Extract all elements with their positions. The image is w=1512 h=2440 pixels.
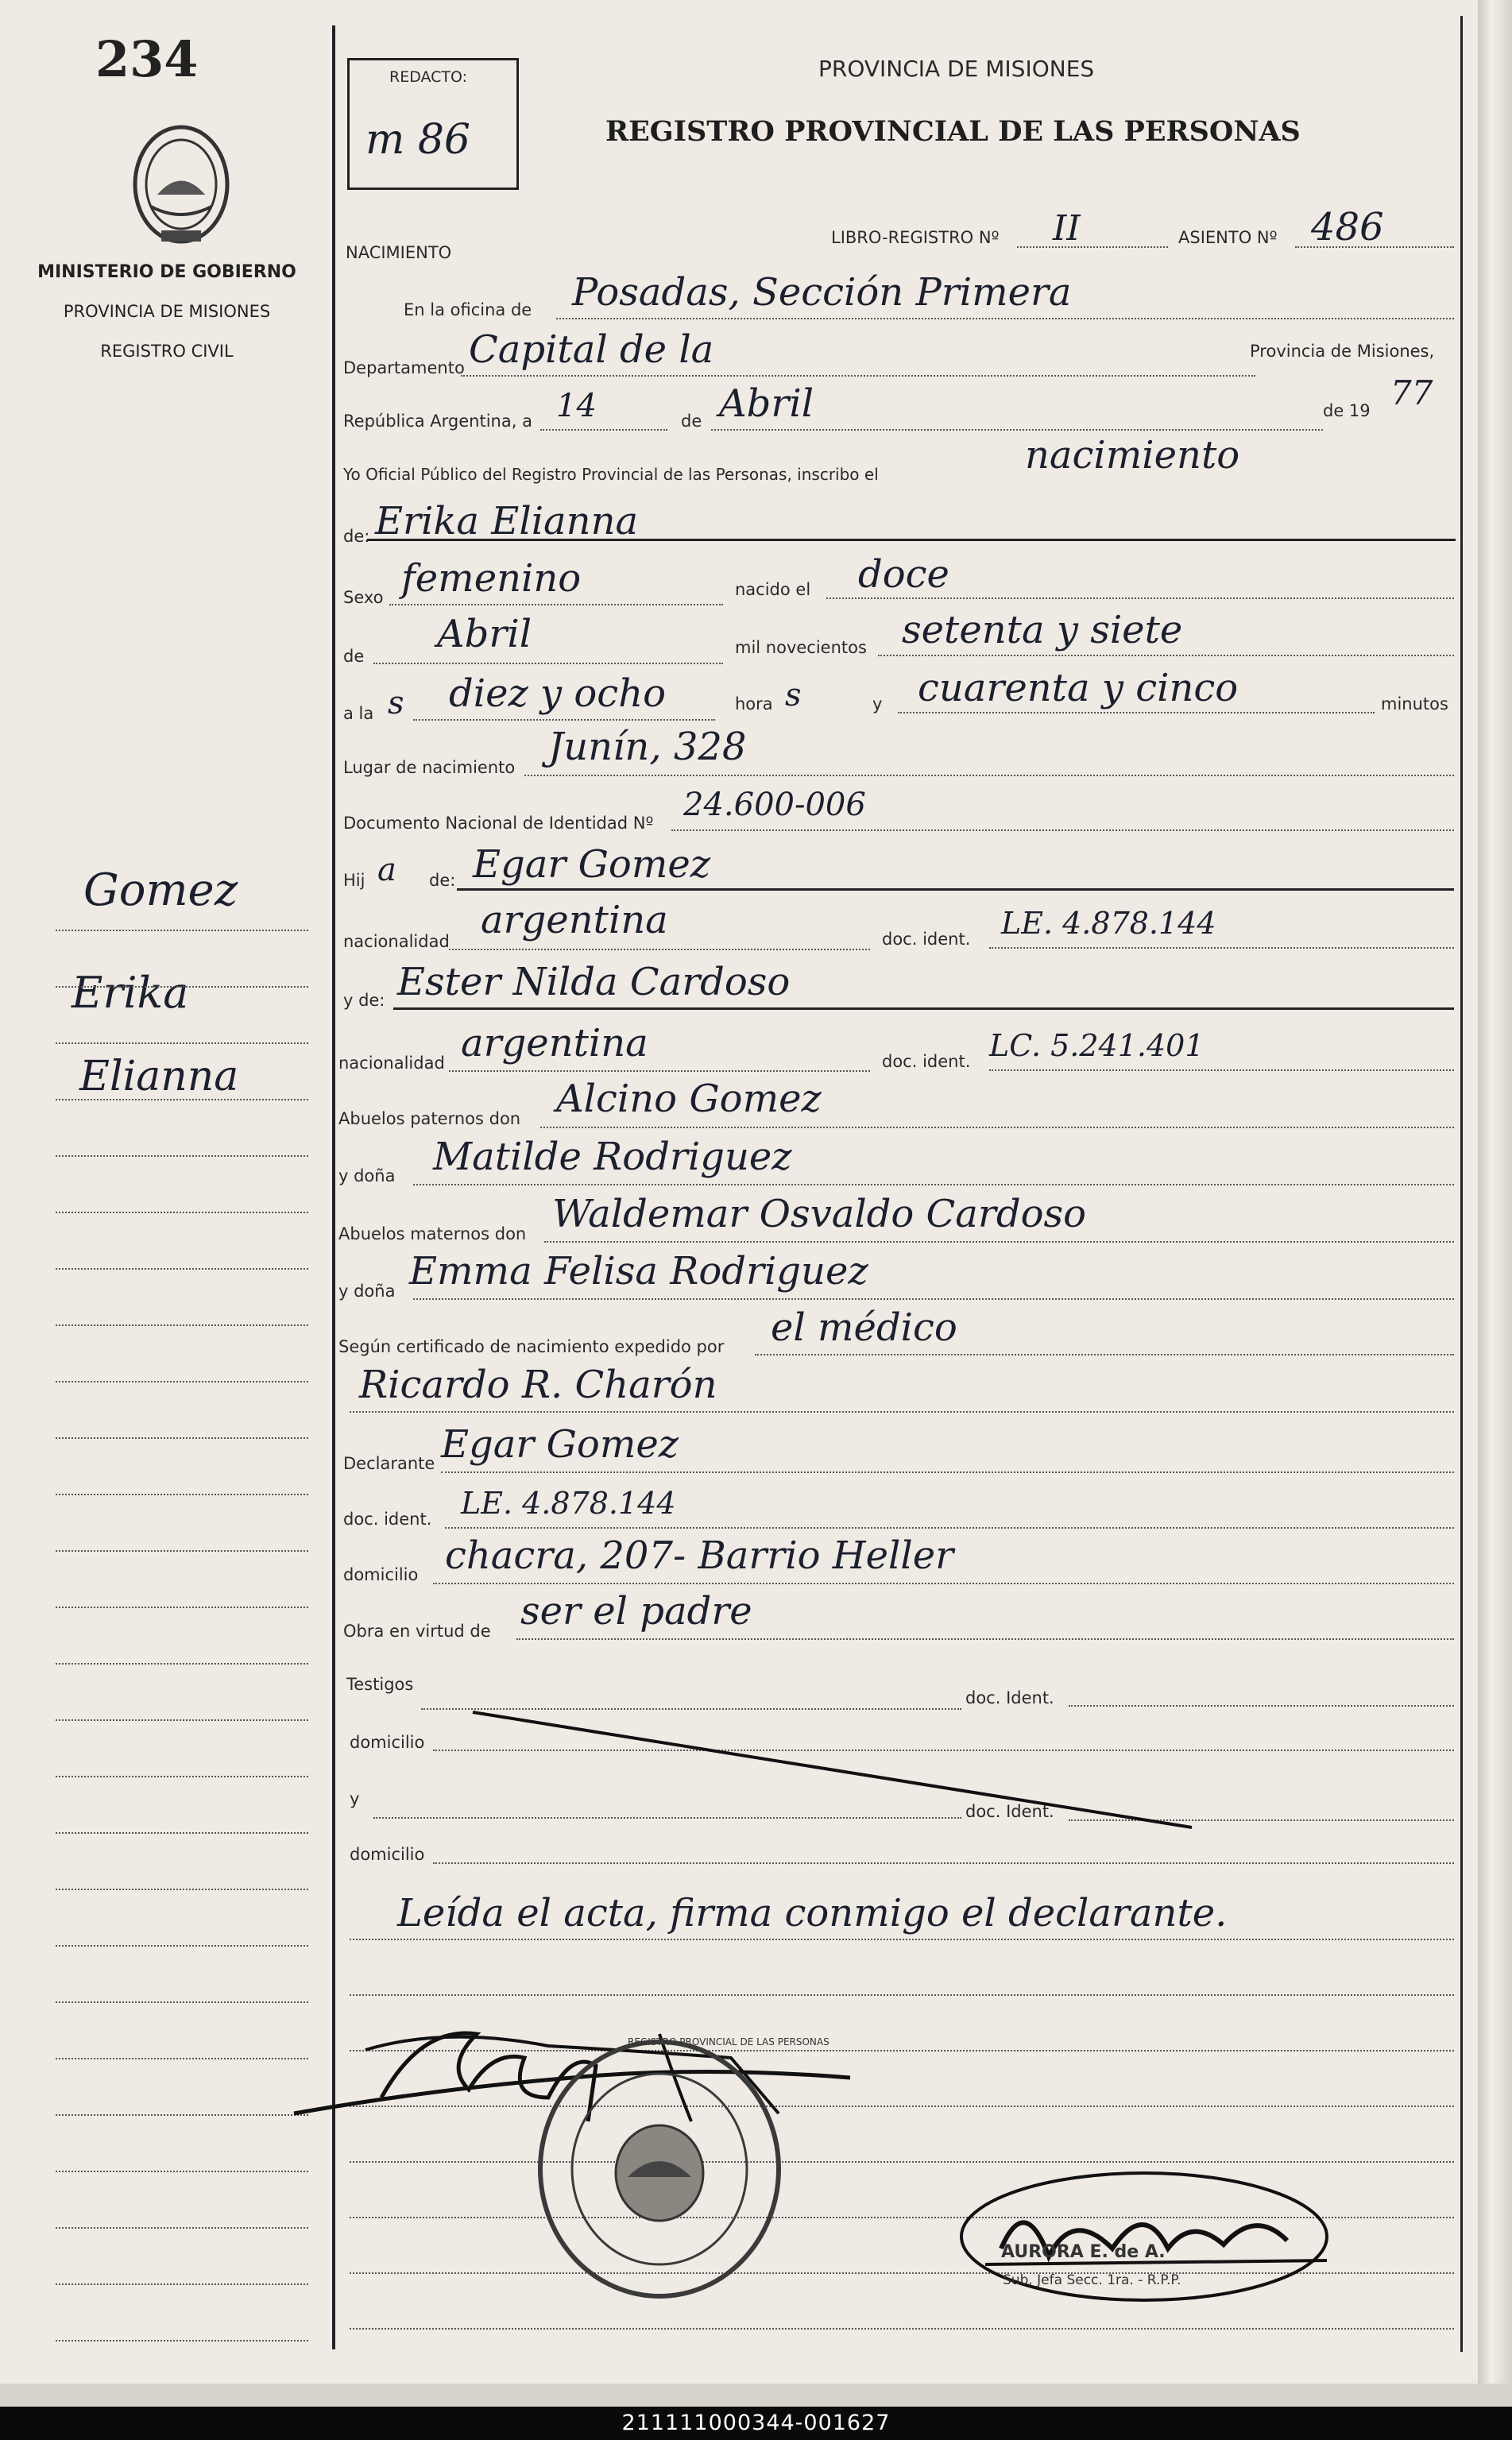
domicilio3-label: domicilio (350, 1845, 425, 1864)
nacido-value: doce (858, 552, 949, 597)
hij-de-label: de: (429, 871, 456, 890)
lugar-value: Junín, 328 (548, 725, 747, 769)
margin-line (56, 1381, 308, 1382)
domicilio3-line (433, 1862, 1454, 1864)
margin-line (56, 1155, 308, 1157)
margin-line (56, 2058, 308, 2059)
doc1-line (989, 947, 1454, 949)
libro-value: II (1053, 208, 1081, 249)
declarante-value: Egar Gomez (441, 1422, 679, 1467)
asiento-value: 486 (1311, 205, 1384, 249)
ydona2-label: y doña (338, 1282, 396, 1301)
margin-line (56, 1437, 308, 1439)
hij-label: Hij (343, 871, 365, 890)
page-bottom-edge (0, 2384, 1512, 2407)
strike-line (469, 1708, 1200, 1835)
margin-line (56, 986, 308, 988)
hora-line (413, 719, 715, 721)
margin-line (56, 1324, 308, 1326)
coat-of-arms-icon (126, 119, 237, 250)
docd-label: doc. ident. (343, 1510, 432, 1529)
margin-line (56, 930, 308, 931)
docd-line (445, 1527, 1454, 1529)
leida-value: Leída el acta, firma conmigo el declarante. (397, 1891, 1228, 1935)
sexo-line (389, 604, 723, 605)
madre-line (393, 1007, 1454, 1010)
stamp-role: Sub. Jefa Secc. 1ra. - R.P.P. (1003, 2272, 1181, 2288)
right-rule (1460, 16, 1463, 2352)
testigos-label: Testigos (346, 1675, 414, 1694)
dia-line (540, 429, 667, 431)
margin-line (56, 1776, 308, 1777)
margin-line (56, 1832, 308, 1834)
anio-value: 77 (1390, 373, 1433, 412)
mes2-value: Abril (437, 612, 532, 656)
margin-line (56, 1099, 308, 1100)
province-label-left: PROVINCIA DE MISIONES (63, 302, 271, 321)
mil-line (878, 655, 1454, 656)
republica-label: República Argentina, a (343, 412, 532, 431)
dia-value: 14 (556, 388, 597, 424)
margin-name-1: Erika (72, 968, 189, 1018)
cert-label: Según certificado de nacimiento expedido por (338, 1337, 725, 1356)
ala-label: a la (343, 704, 374, 723)
domicilio-line (433, 1583, 1454, 1584)
nac1-label: nacionalidad (343, 932, 450, 951)
ab-pat-dona: Matilde Rodriguez (433, 1135, 792, 1179)
cert-line (755, 1354, 1454, 1355)
nacimiento-label: NACIMIENTO (346, 243, 452, 262)
ala-suffix: s (388, 685, 404, 721)
libro-label: LIBRO-REGISTRO Nº (831, 228, 1000, 247)
horas-suffix: s (785, 677, 802, 713)
left-rule (332, 25, 335, 2349)
de2-label: de: (343, 527, 370, 546)
lugar-line (524, 775, 1454, 776)
ab-mat-dona: Emma Felisa Rodriguez (409, 1249, 868, 1293)
margin-line (56, 2171, 308, 2172)
margin-line (56, 2340, 308, 2341)
departamento-value: Capital de la (469, 327, 714, 372)
de3-label: de (343, 647, 365, 666)
cert-value-2: Ricardo R. Charón (359, 1363, 717, 1407)
page-edge (1478, 0, 1512, 2384)
docd-value: LE. 4.878.144 (461, 1486, 676, 1521)
obra-label: Obra en virtud de (343, 1622, 491, 1641)
y-label: y (872, 694, 883, 713)
ab-pat-label: Abuelos paternos don (338, 1109, 521, 1128)
obra-value: ser el padre (520, 1589, 752, 1634)
padre-value: Egar Gomez (473, 842, 711, 887)
ab-pat-dona-line (413, 1184, 1454, 1185)
registry-title: REGISTRO PROVINCIAL DE LAS PERSONAS (605, 115, 1301, 148)
doc4-label: doc. Ident. (965, 1802, 1054, 1821)
dni-value: 24.600-006 (683, 787, 866, 823)
domicilio-label: domicilio (343, 1565, 419, 1584)
registry-seal (532, 2034, 787, 2304)
margin-surname: Gomez (83, 864, 238, 916)
minutos-label: minutos (1381, 694, 1448, 713)
domicilio-value: chacra, 207- Barrio Heller (445, 1533, 954, 1578)
margin-line (56, 1550, 308, 1552)
departamento-line (461, 375, 1255, 377)
ab-mat-dona-line (413, 1298, 1454, 1300)
margin-line (56, 1719, 308, 1721)
horas-label: hora (735, 694, 773, 713)
doc2-value: LC. 5.241.401 (989, 1028, 1205, 1063)
nac2-value: argentina (461, 1021, 648, 1065)
image-id-footer: 211111000344-001627 (0, 2407, 1512, 2440)
registrar-signature (953, 2161, 1367, 2320)
doc3-label: doc. Ident. (965, 1688, 1054, 1707)
oficial-value: nacimiento (1025, 433, 1240, 478)
margin-line (56, 2227, 308, 2229)
dni-line (671, 829, 1454, 831)
margin-line (56, 1889, 308, 1890)
signature-line (350, 1994, 1454, 1996)
leida-line (350, 1939, 1454, 1940)
margin-line (56, 2114, 308, 2116)
margin-line (56, 1945, 308, 1947)
doc1-value: LE. 4.878.144 (1001, 906, 1216, 941)
mes2-line (373, 663, 723, 664)
civil-registry-label: REGISTRO CIVIL (100, 342, 234, 361)
page-number: 234 (95, 30, 199, 88)
provincia-label: Provincia de Misiones, (1250, 342, 1435, 361)
mil-label: mil novecientos (735, 638, 867, 657)
departamento-label: Departamento (343, 358, 465, 377)
margin-line (56, 1212, 308, 1213)
seal-text: REGISTRO PROVINCIAL DE LAS PERSONAS (628, 2036, 829, 2048)
ab-mat-line (544, 1241, 1454, 1243)
ministry-label: MINISTERIO DE GOBIERNO (37, 262, 296, 282)
mil-value: setenta y siete (902, 608, 1183, 652)
oficina-value: Posadas, Sección Primera (572, 270, 1072, 315)
ab-pat-line (540, 1127, 1454, 1128)
sexo-value: femenino (401, 556, 582, 601)
asiento-label: ASIENTO Nº (1178, 228, 1278, 247)
anio-label: de 19 (1323, 401, 1371, 420)
cert-line-2 (350, 1411, 1454, 1413)
redacto-label: REDACTO: (389, 68, 468, 86)
margin-line (56, 1494, 308, 1495)
redacto-box (347, 58, 519, 190)
margin-line (56, 1042, 308, 1044)
hora-value: diez y ocho (449, 671, 666, 716)
doc1-label: doc. ident. (882, 930, 971, 949)
margin-name-2: Elianna (79, 1053, 239, 1100)
ab-mat-value: Waldemar Osvaldo Cardoso (552, 1192, 1086, 1236)
margin-line (56, 2001, 308, 2003)
libro-line (1017, 246, 1168, 248)
ab-mat-label: Abuelos maternos don (338, 1224, 527, 1243)
doc2-label: doc. ident. (882, 1052, 971, 1071)
stamp-name: AURORA E. de A. (1001, 2242, 1166, 2262)
margin-line (56, 1663, 308, 1665)
cert-value: el médico (771, 1305, 957, 1350)
minutos-value: cuarenta y cinco (918, 666, 1239, 710)
doc2-line (989, 1069, 1454, 1071)
margin-line (56, 1607, 308, 1608)
ydona1-label: y doña (338, 1166, 396, 1185)
minutos-line (898, 712, 1375, 713)
nombre-value: Erika Elianna (375, 499, 639, 543)
nacido-line (826, 597, 1454, 599)
nac1-line (449, 949, 870, 950)
hij-suffix: a (377, 852, 396, 888)
yde-label: y de: (343, 991, 385, 1010)
padre-line (457, 888, 1454, 891)
madre-value: Ester Nilda Cardoso (397, 960, 791, 1004)
nac1-value: argentina (481, 898, 668, 942)
nacido-label: nacido el (735, 580, 811, 599)
province-header: PROVINCIA DE MISIONES (818, 56, 1095, 82)
ab-pat-value: Alcino Gomez (556, 1077, 822, 1121)
doc3-line (1069, 1705, 1454, 1707)
obra-line (516, 1638, 1454, 1640)
dni-label: Documento Nacional de Identidad Nº (343, 814, 654, 833)
margin-line (56, 1268, 308, 1270)
mes-value: Abril (719, 381, 814, 426)
nac2-label: nacionalidad (338, 1054, 445, 1073)
oficina-line (556, 318, 1454, 319)
de-label: de (681, 412, 702, 431)
signature-line (350, 2328, 1454, 2330)
domicilio2-label: domicilio (350, 1733, 425, 1752)
nac2-line (449, 1070, 870, 1072)
mes-line (711, 429, 1323, 431)
lugar-label: Lugar de nacimiento (343, 758, 516, 777)
redacto-value: m 86 (365, 116, 471, 164)
sexo-label: Sexo (343, 588, 384, 607)
y2-label: y (350, 1789, 360, 1808)
declarante-label: Declarante (343, 1454, 435, 1473)
margin-line (56, 2283, 308, 2285)
oficial-label: Yo Oficial Público del Registro Provincial de las Personas, inscribo el (343, 465, 879, 484)
declarante-line (441, 1471, 1454, 1473)
oficina-label: En la oficina de (404, 300, 532, 319)
